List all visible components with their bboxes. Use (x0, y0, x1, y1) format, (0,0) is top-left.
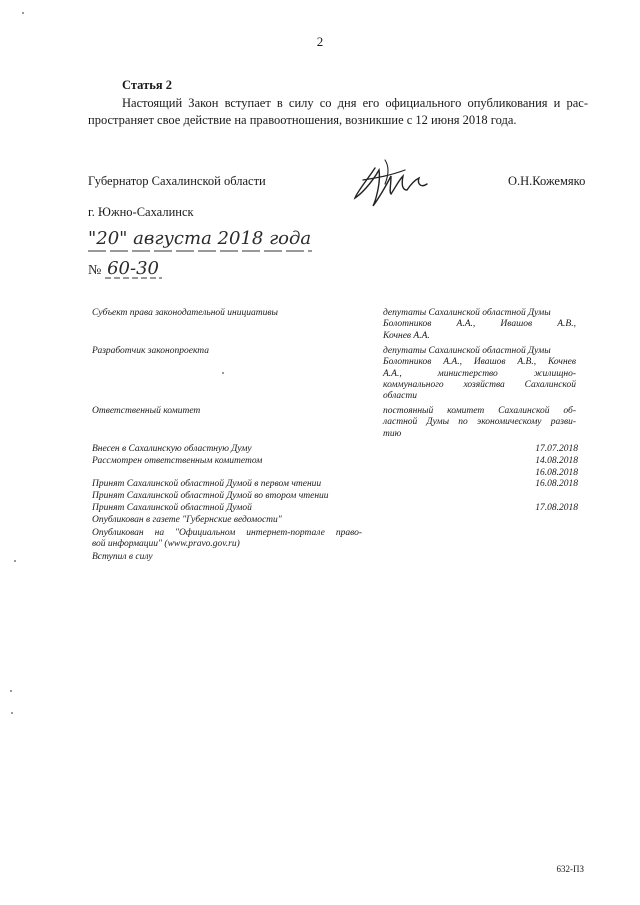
row-label-committee: Ответственный комитет (92, 406, 201, 416)
event-date: 14.08.2018 (535, 456, 578, 466)
value-line: депутаты Сахалинской областной Думы (383, 308, 551, 318)
event-label: Принят Сахалинской областной Думой в первом чтении (92, 479, 322, 489)
event-label: Опубликован в газете "Губернские ведомости" (92, 515, 282, 525)
city: г. Южно-Сахалинск (88, 205, 194, 219)
governor-name: О.Н.Кожемяко (508, 174, 586, 188)
portal-line: Опубликован на "Официальном интернет-портале право- (92, 528, 362, 538)
scan-speck (222, 372, 224, 374)
scan-speck (22, 12, 24, 14)
row-value-committee (383, 406, 576, 440)
event-date: 16.08.2018 (535, 479, 578, 489)
handwritten-signature (345, 140, 435, 220)
value-line: постоянный комитет Сахалинской об- (383, 406, 576, 416)
event-date: 17.08.2018 (535, 503, 578, 513)
event-date: 17.07.2018 (535, 444, 578, 454)
date-underline (86, 248, 316, 254)
scan-speck (14, 560, 16, 562)
number-sign: № (88, 263, 102, 278)
value-line: тию (383, 428, 402, 439)
article-line-1: Настоящий Закон вступает в силу со дня его официального опубликования и рас- (122, 96, 588, 110)
value-line: Кочнев А.А. (383, 330, 430, 341)
article-heading: Статья 2 (122, 78, 172, 92)
published-portal (92, 528, 362, 551)
value-line: области (383, 391, 418, 402)
number-underline (104, 276, 164, 280)
handwritten-date: "20" августа 2018 года (88, 228, 312, 249)
row-value-subject (383, 308, 576, 342)
footer-code: 632-ПЗ (556, 864, 584, 874)
scan-speck (11, 712, 13, 714)
governor-title: Губернатор Сахалинской области (88, 174, 266, 188)
event-label: Рассмотрен ответственным комитетом (92, 456, 263, 466)
article-line-2: пространяет свое действие на правоотношения, возникшие с 12 июня 2018 года. (88, 113, 517, 127)
row-label-subject: Субъект права законодательной инициативы (92, 308, 278, 318)
scan-speck (10, 690, 12, 692)
value-line: коммунального хозяйства Сахалинской (383, 379, 576, 390)
value-line: депутаты Сахалинской областной Думы (383, 346, 551, 356)
event-label: Принят Сахалинской областной Думой во втором чтении (92, 491, 329, 501)
portal-line: вой информации" (www.pravo.gov.ru) (92, 539, 240, 550)
value-line: А.А., министерство жилищно- (383, 368, 576, 379)
value-line: Болотников А.А., Ивашов А.В., (383, 319, 576, 330)
entered-force: Вступил в силу (92, 552, 153, 562)
event-label: Принят Сахалинской областной Думой (92, 503, 252, 513)
article-text (88, 95, 588, 129)
event-label: Внесен в Сахалинскую областную Думу (92, 444, 252, 454)
event-date: 16.08.2018 (535, 468, 578, 478)
page-number: 2 (316, 34, 324, 49)
value-line: ластной Думы по экономическому разви- (383, 417, 576, 428)
row-value-developer (383, 346, 576, 402)
row-label-developer: Разработчик законопроекта (92, 346, 210, 356)
value-line: Болотников А.А., Ивашов А.В., Кочнев (383, 357, 576, 368)
number-value: 60-30 (107, 258, 159, 279)
